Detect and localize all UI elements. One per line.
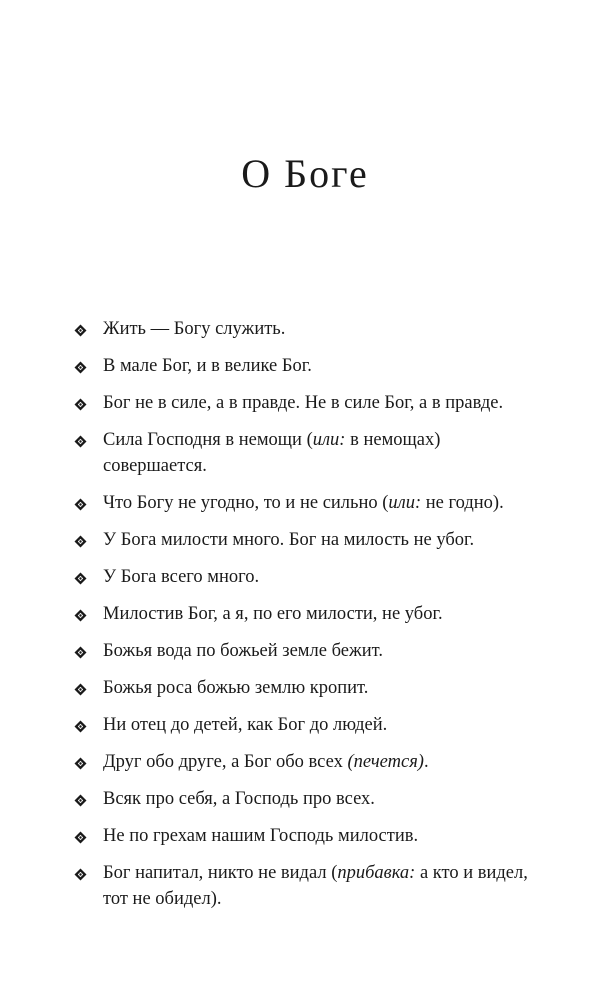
diamond-icon: [74, 535, 87, 548]
proverb-text: Друг обо друге, а Бог обо всех: [103, 752, 348, 772]
diamond-icon: [74, 757, 87, 770]
proverb-item: [74, 353, 544, 379]
proverb-text: в немощах) совершается.: [103, 430, 441, 476]
proverb-text: Ни отец до детей, как Бог до людей.: [103, 715, 388, 735]
proverb-item: [74, 390, 544, 416]
proverb-text: Бог напитал, никто не видал (: [103, 863, 338, 883]
proverb-item: [74, 601, 544, 627]
proverb-item: [74, 638, 544, 664]
proverb-item: [74, 564, 544, 590]
proverb-text: не годно).: [421, 493, 504, 513]
diamond-icon: [74, 683, 87, 696]
proverb-item: [74, 749, 544, 775]
proverb-item: [74, 527, 544, 553]
proverb-text: Милостив Бог, а я, по его милости, не убог.: [103, 604, 443, 624]
proverb-text: У Бога милости много. Бог на милость не убог.: [103, 530, 475, 550]
proverb-item: [74, 427, 544, 479]
diamond-icon: [74, 794, 87, 807]
proverb-note: прибавка:: [337, 863, 416, 883]
diamond-icon: [74, 361, 87, 374]
proverb-item: [74, 712, 544, 738]
page-title: О Боге: [241, 151, 369, 196]
proverb-text: .: [423, 752, 429, 772]
proverb-list: [74, 316, 544, 923]
proverb-text: Жить — Богу служить.: [103, 319, 286, 339]
diamond-icon: [74, 831, 87, 844]
proverb-text: Божья роса божью землю кропит.: [103, 678, 369, 698]
proverb-item: [74, 675, 544, 701]
proverb-item: [74, 316, 544, 342]
proverb-note: (печется): [347, 752, 424, 772]
diamond-icon: [74, 324, 87, 337]
proverb-text: Бог не в силе, а в правде. Не в силе Бог, а в правде.: [103, 393, 504, 413]
proverb-item: [74, 860, 544, 912]
proverb-text: Божья вода по божьей земле бежит.: [103, 641, 383, 661]
proverb-item: [74, 490, 544, 516]
proverb-text: Не по грехам нашим Господь милостив.: [103, 826, 419, 846]
proverb-text: Всяк про себя, а Господь про всех.: [103, 789, 375, 809]
proverb-text: а кто и видел, тот не обидел).: [103, 863, 528, 909]
diamond-icon: [74, 868, 87, 881]
proverb-text: В мале Бог, и в велике Бог.: [103, 356, 312, 376]
proverb-text: Что Богу не угодно, то и не сильно (: [103, 493, 389, 513]
diamond-icon: [74, 646, 87, 659]
proverb-text: Сила Господня в немощи (: [103, 430, 313, 450]
proverb-note: или:: [388, 493, 422, 513]
diamond-icon: [74, 498, 87, 511]
proverb-item: [74, 786, 544, 812]
proverb-text: У Бога всего много.: [103, 567, 260, 587]
diamond-icon: [74, 572, 87, 585]
diamond-icon: [74, 609, 87, 622]
diamond-icon: [74, 398, 87, 411]
proverb-item: [74, 823, 544, 849]
diamond-icon: [74, 720, 87, 733]
diamond-icon: [74, 435, 87, 448]
proverb-note: или:: [312, 430, 346, 450]
